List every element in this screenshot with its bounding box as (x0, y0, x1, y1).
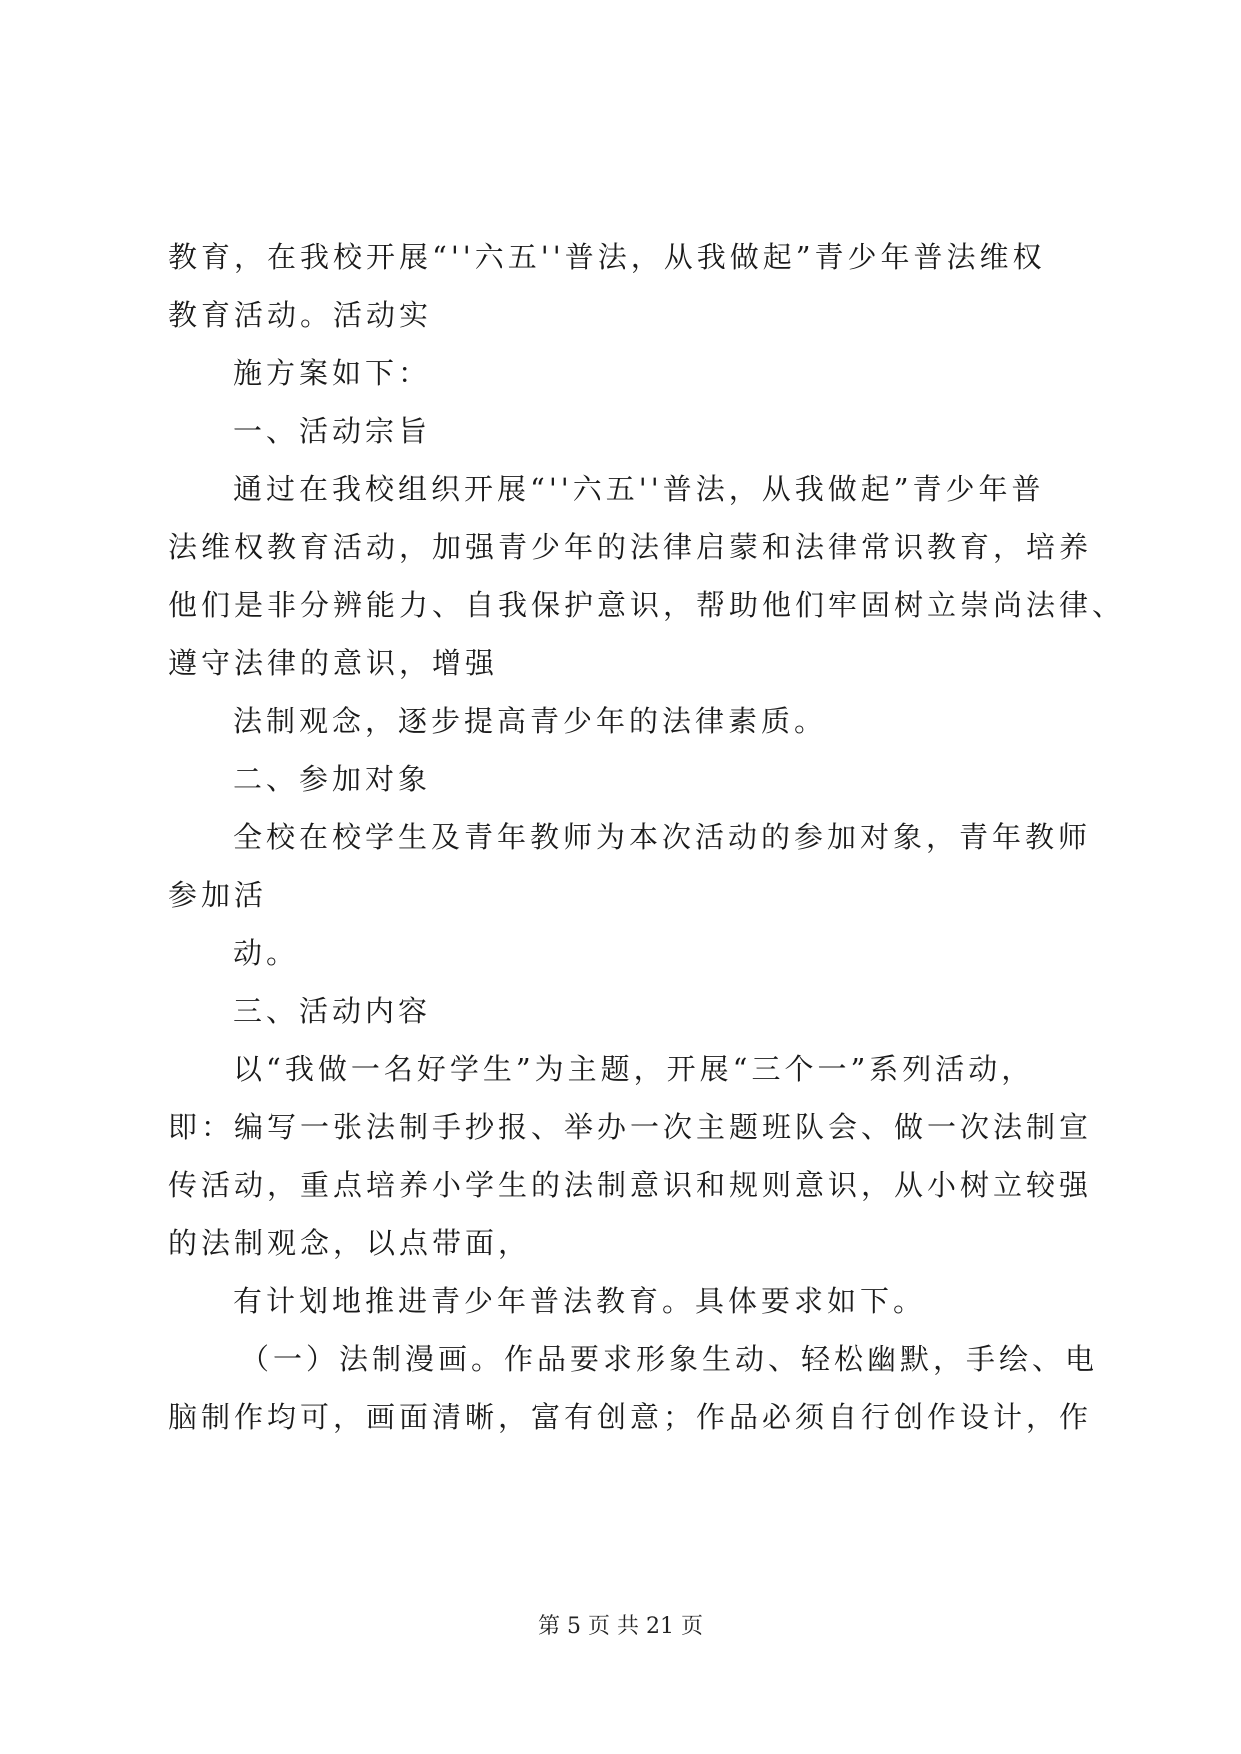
text-line: 法维权教育活动，加强青少年的法律启蒙和法律常识教育，培养 (168, 530, 1093, 564)
text-line: 遵守法律的意识，增强 (168, 646, 499, 680)
subsection-line: （一）法制漫画。作品要求形象生动、轻松幽默，手绘、电 (240, 1342, 1099, 1376)
section-heading: 三、活动内容 (233, 994, 432, 1028)
section-heading: 一、活动宗旨 (233, 414, 432, 448)
text-line: 传活动，重点培养小学生的法制意识和规则意识，从小树立较强 (168, 1168, 1093, 1202)
text-line: 法制观念，逐步提高青少年的法律素质。 (233, 704, 828, 738)
text-line: 参加活 (168, 878, 268, 912)
section-heading: 二、参加对象 (233, 762, 432, 796)
text-line: 他们是非分辨能力、自我保护意识，帮助他们牢固树立崇尚法律、 (168, 588, 1126, 622)
text-line: 教育活动。活动实 (168, 298, 433, 332)
document-body (168, 228, 1126, 1446)
page-number-footer: 第 5 页 共 21 页 (538, 1614, 703, 1639)
text-line: 全校在校学生及青年教师为本次活动的参加对象，青年教师 (233, 820, 1092, 854)
text-line: 即：编写一张法制手抄报、举办一次主题班队会、做一次法制宣 (168, 1110, 1093, 1144)
text-line: 施方案如下： (233, 356, 432, 390)
text-line: 以“我做一名好学生”为主题，开展“三个一”系列活动， (233, 1052, 1035, 1086)
text-line: 的法制观念，以点带面， (168, 1226, 532, 1260)
text-line: 有计划地推进青少年普法教育。具体要求如下。 (233, 1284, 927, 1318)
text-line: 脑制作均可，画面清晰，富有创意；作品必须自行创作设计，作 (168, 1400, 1093, 1434)
text-line: 教育，在我校开展“''六五''普法，从我做起”青少年普法维权 (168, 240, 1046, 274)
text-line: 动。 (233, 936, 300, 970)
text-line: 通过在我校组织开展“''六五''普法，从我做起”青少年普 (233, 472, 1045, 506)
